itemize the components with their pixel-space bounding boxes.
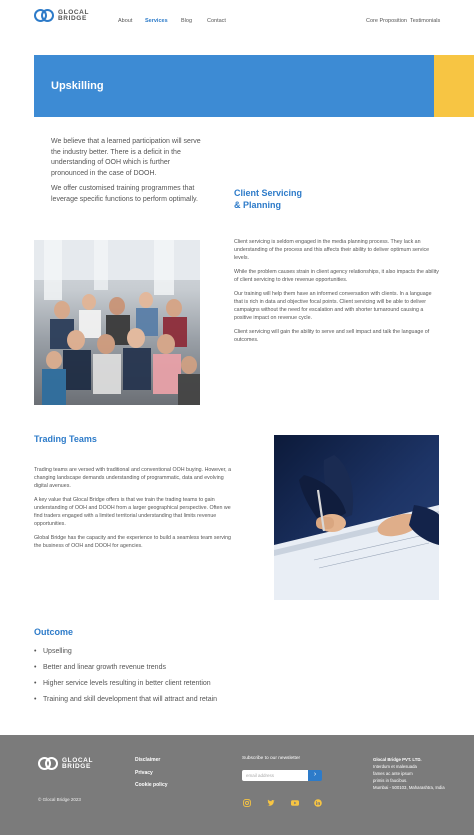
page-title: Upskilling xyxy=(51,80,104,92)
list-item xyxy=(34,695,334,711)
trading-teams-body xyxy=(34,466,234,556)
copyright: © Glocal Bridge 2023 xyxy=(38,797,81,802)
trading-teams-paragraph: Trading teams are versed with traditional and conventional OOH buying. However, a changing landscape demands understanding of programmatic, data and evolving digital avenues. xyxy=(34,467,232,489)
chevron-right-icon: › xyxy=(313,771,317,778)
nav-blog[interactable]: Blog xyxy=(181,18,193,24)
footer-link-cookie-policy[interactable]: Cookie policy xyxy=(135,782,168,788)
logo-line-2: BRIDGE xyxy=(58,15,87,22)
outcome-item-label: Higher service levels resulting in better client retention xyxy=(43,680,211,687)
client-servicing-title xyxy=(234,187,354,211)
newsletter-submit-button[interactable] xyxy=(308,770,322,781)
secondary-nav xyxy=(366,18,441,24)
outcome-item-label: Training and skill development that will attract and retain xyxy=(43,696,218,703)
bullet-icon: • xyxy=(34,680,37,687)
outcome-title: Outcome xyxy=(34,627,74,637)
logo-text xyxy=(58,10,89,23)
bullet-icon: • xyxy=(34,664,37,671)
logo-icon xyxy=(38,757,58,771)
trading-teams-paragraph: Global Bridge has the capacity and the experience to build a seamless team serving the business of OOH and DOOH for agencies. xyxy=(34,535,231,549)
outcome-item-label: Upselling xyxy=(43,648,72,655)
client-servicing-title-line-2: & Planning xyxy=(234,200,281,210)
company-name: Glocal Bridge PVT. LTD. xyxy=(373,757,422,762)
list-item xyxy=(34,663,334,679)
team-photo xyxy=(34,240,200,405)
address-line: primis in faucibus. xyxy=(373,778,408,783)
signing-photo xyxy=(274,435,439,600)
logo-line-1: GLOCAL xyxy=(62,756,94,764)
intro-paragraph: We believe that a learned participation will serve the industry better. There is a deficit in the understanding of OOH which is further pronounced in the case of DOOH. xyxy=(51,138,201,177)
nav-about[interactable]: About xyxy=(118,18,133,24)
address-line: fames ac ante ipsum xyxy=(373,771,413,776)
nav-contact[interactable]: Contact xyxy=(207,18,226,24)
list-item xyxy=(34,679,334,695)
list-item xyxy=(34,647,334,663)
site-footer xyxy=(0,735,474,835)
client-servicing-paragraph: While the problem causes strain in client agency relationships, it also impacts the ability of client servicing to drive revenue opportunities. xyxy=(234,269,439,283)
footer-address xyxy=(373,756,463,791)
twitter-icon[interactable] xyxy=(266,798,275,807)
client-servicing-paragraph: Client servicing is seldom engaged in the media planning process. They lack an understanding of the process and this affects their ability to deliver optimum service levels. xyxy=(234,239,430,261)
trading-teams-paragraph: A key value that Glocal Bridge offers is that we train the trading teams to gain understanding of OOH and DOOH from a larger geographical perspective. Often we find traders engaged with a limited territorial understanding that limits revenue opportunities. xyxy=(34,497,231,527)
logo-icon xyxy=(34,9,54,23)
newsletter-email-input[interactable] xyxy=(242,770,308,781)
bullet-icon: • xyxy=(34,648,37,655)
client-servicing-paragraph: Client servicing will gain the ability to serve and sell impact and talk the language of outcomes. xyxy=(234,329,430,343)
logo-line-1: GLOCAL xyxy=(58,8,90,16)
address-line: Mumbai - 500103, Maharashtra, India xyxy=(373,785,445,790)
intro-paragraph: We offer customised training programmes that leverage specific functions to perform optimally. xyxy=(51,185,198,203)
outcome-list xyxy=(34,647,334,711)
linkedin-icon[interactable] xyxy=(313,798,322,807)
client-servicing-paragraph: Our training will help them have an informed conversation with clients. In a language that is rich in data and objective focal points. Client servicing will be able to deliver campaigns without the need for escalation and with shorter turnaround causing a positive impact on revenue cycle. xyxy=(234,291,432,321)
nav-core-proposition[interactable]: Core Proposition xyxy=(366,18,407,24)
youtube-icon[interactable] xyxy=(290,798,299,807)
site-header xyxy=(0,0,474,40)
bullet-icon: • xyxy=(34,696,37,703)
intro-text xyxy=(51,137,201,210)
logo-line-2: BRIDGE xyxy=(62,763,91,770)
banner-accent xyxy=(434,55,474,117)
nav-services[interactable]: Services xyxy=(145,18,168,24)
nav-testimonials[interactable]: Testimonials xyxy=(410,18,441,24)
footer-logo[interactable] xyxy=(38,757,93,771)
instagram-icon[interactable] xyxy=(242,798,251,807)
footer-link-privacy[interactable]: Privacy xyxy=(135,769,153,776)
footer-link-disclaimer[interactable]: Disclaimer xyxy=(135,757,161,763)
trading-teams-title: Trading Teams xyxy=(34,434,97,444)
site-logo[interactable] xyxy=(34,9,89,23)
footer-links xyxy=(135,757,168,795)
logo-text xyxy=(62,758,93,771)
client-servicing-title-line-1: Client Servicing xyxy=(234,188,303,198)
address-line: Interdum et malesuada xyxy=(373,764,417,769)
newsletter-label: Subscribe to our newsletter xyxy=(242,756,301,761)
outcome-item-label: Better and linear growth revenue trends xyxy=(43,664,166,671)
client-servicing-body xyxy=(234,238,439,350)
